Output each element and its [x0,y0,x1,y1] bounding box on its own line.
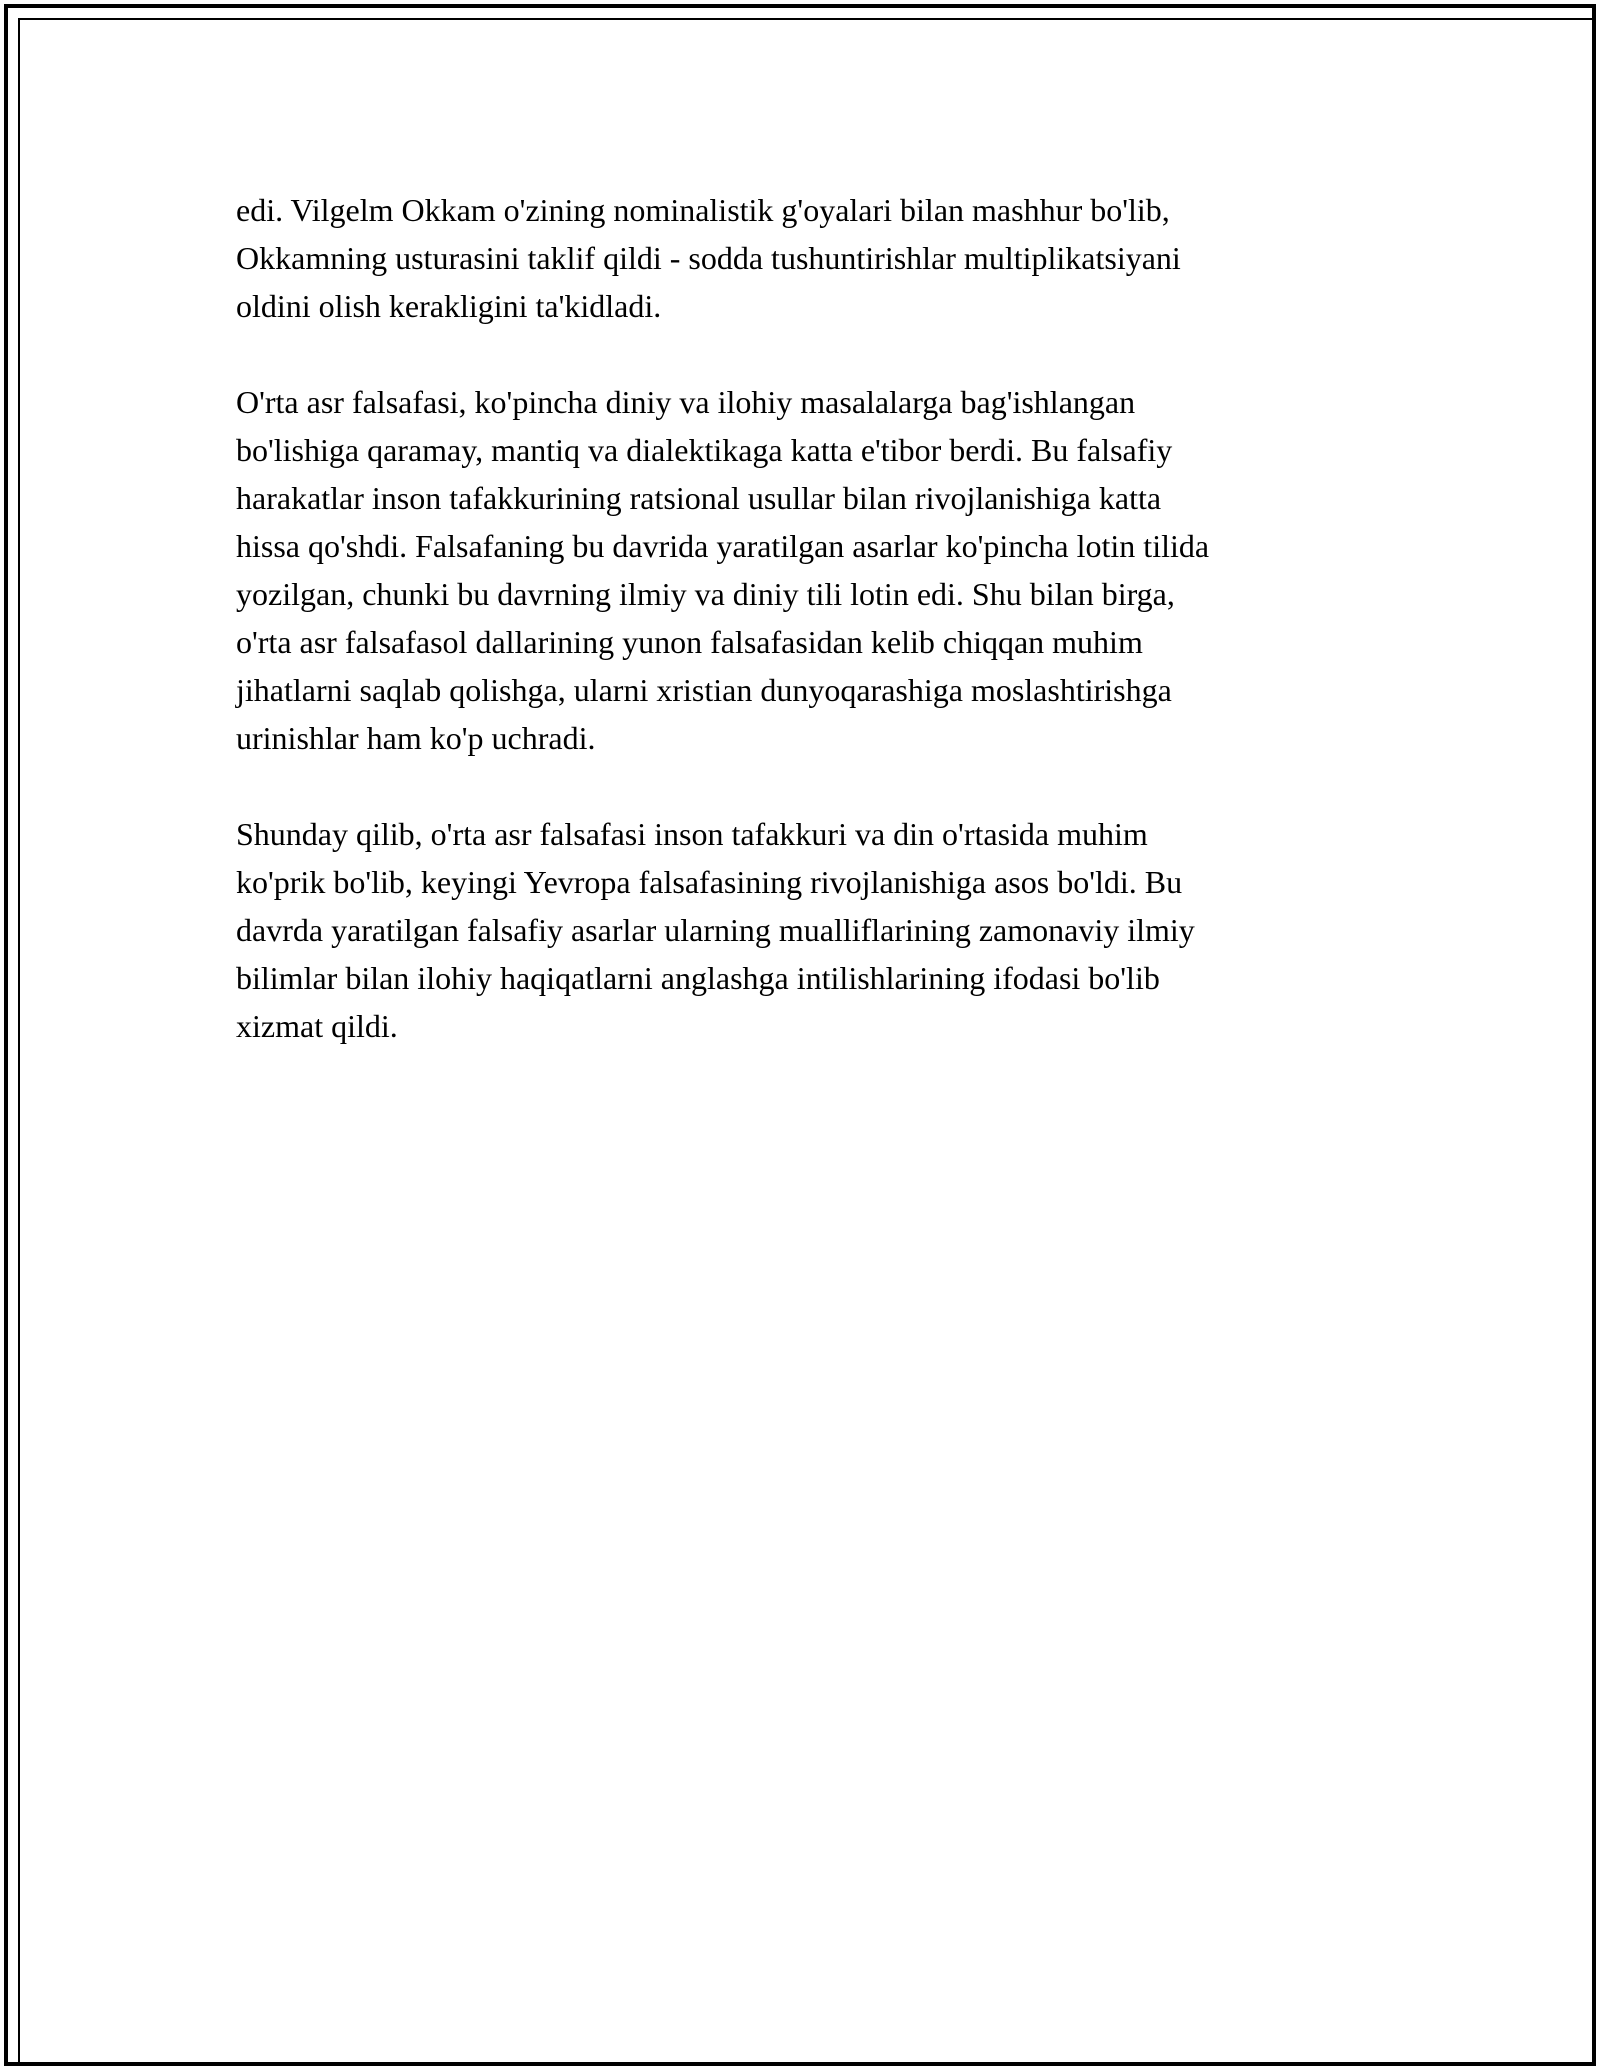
paragraph-3 [236,810,1366,1050]
text-line: jihatlarni saqlab qolishga, ularni xristian dunyoqarashiga moslashtirishga [236,672,1172,708]
text-line: Shunday qilib, o'rta asr falsafasi inson tafakkuri va din o'rtasida muhim [236,816,1148,852]
text-line: harakatlar inson tafakkurining ratsional usullar bilan rivojlanishiga katta [236,480,1162,516]
paragraph-2 [236,378,1366,762]
text-line: o'rta asr falsafasol dallarining yunon falsafasidan kelib chiqqan muhim [236,624,1143,660]
text-line: urinishlar ham ko'p uchradi. [236,720,596,756]
text-line: O'rta asr falsafasi, ko'pincha diniy va ilohiy masalalarga bag'ishlangan [236,384,1136,420]
text-line: edi. Vilgelm Okkam o'zining nominalistik g'oyalari bilan mashhur bo'lib, [236,192,1170,228]
document-body [236,186,1366,1098]
paragraph-1 [236,186,1366,330]
text-line: xizmat qildi. [236,1008,398,1044]
text-line: ko'prik bo'lib, keyingi Yevropa falsafasining rivojlanishiga asos bo'ldi. Bu [236,864,1183,900]
text-line: hissa qo'shdi. Falsafaning bu davrida yaratilgan asarlar ko'pincha lotin tilida [236,528,1210,564]
text-line: bo'lishiga qaramay, mantiq va dialektikaga katta e'tibor berdi. Bu falsafiy [236,432,1173,468]
text-line: davrda yaratilgan falsafiy asarlar ularning mualliflarining zamonaviy ilmiy [236,912,1195,948]
text-line: Okkamning usturasini taklif qildi - sodda tushuntirishlar multiplikatsiyani [236,240,1181,276]
text-line: bilimlar bilan ilohiy haqiqatlarni anglashga intilishlarining ifodasi bo'lib [236,960,1160,996]
text-line: oldini olish kerakligini ta'kidladi. [236,288,662,324]
text-line: yozilgan, chunki bu davrning ilmiy va diniy tili lotin edi. Shu bilan birga, [236,576,1175,612]
